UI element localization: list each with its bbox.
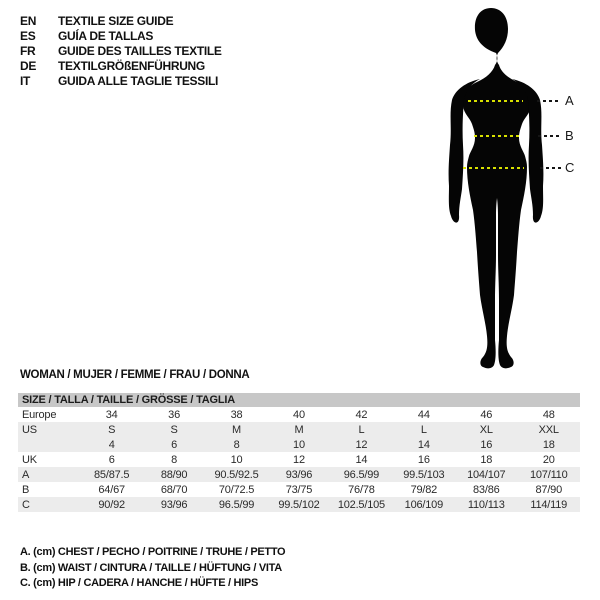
size-cell: 83/86 [473,483,500,496]
size-cell: 12 [330,437,392,452]
size-cell: 4 [80,437,142,452]
size-cell: 73/75 [285,483,313,496]
size-cell: S [143,422,205,437]
language-code: IT [20,74,31,88]
waist-leader-line [538,135,562,137]
size-cell: L [393,422,455,437]
size-cell: XXL [518,422,581,437]
row-label: B [22,483,30,496]
row-label: US [18,422,80,437]
guide-title: GUIDA ALLE TAGLIE TESSILI [58,74,219,88]
row-label: Europe [22,408,57,421]
size-cell: L [330,422,392,437]
marker-label-b: B [565,128,574,143]
size-cell: M [268,422,330,437]
size-cell: 96.5/99 [205,497,267,512]
size-cell: 34 [105,408,118,421]
size-cell: 106/109 [393,497,455,512]
size-cell: 18 [480,453,493,466]
table-row [18,497,580,512]
chest-leader-line [537,100,559,102]
size-cell: 36 [168,408,181,421]
size-cell: 8 [205,437,267,452]
legend-chest: A. (cm) CHEST / PECHO / POITRINE / TRUHE / PETTO [20,546,286,558]
table-header-row [18,393,580,407]
size-cell: 70/72.5 [218,483,255,496]
marker-label-c: C [565,160,575,175]
guide-title: GUIDE DES TAILLES TEXTILE [58,44,222,58]
size-cell: 87/90 [535,483,563,496]
list-item [20,59,222,74]
row-label: C [18,497,80,512]
waist-measure-line [474,135,519,137]
size-cell: 48 [542,408,555,421]
body-silhouette [463,8,531,368]
guide-title: TEXTILGRÖßENFÜHRUNG [58,59,205,73]
table-row [18,482,580,497]
size-cell: 107/110 [518,467,581,482]
size-cell: 12 [293,453,305,466]
language-code: EN [20,14,37,28]
size-cell: 18 [518,437,581,452]
list-item [20,74,222,89]
size-cell: 10 [230,453,243,466]
size-cell: 40 [293,408,305,421]
list-item [20,44,222,59]
size-cell: 90/92 [80,497,142,512]
list-item [20,14,222,29]
size-cell: 96.5/99 [330,467,392,482]
size-cell: 42 [355,408,368,421]
size-cell: S [80,422,142,437]
size-cell: 8 [171,453,178,466]
size-cell: XL [455,422,517,437]
size-cell: 88/90 [143,467,205,482]
list-item [20,29,222,44]
language-code: ES [20,29,36,43]
hip-measure-line [463,167,524,169]
size-cell: 16 [455,437,517,452]
size-cell: 110/113 [455,497,517,512]
language-code: FR [20,44,36,58]
size-cell: 90.5/92.5 [205,467,267,482]
size-cell: 93/96 [268,467,330,482]
chest-measure-line [468,100,523,102]
size-cell: 10 [268,437,330,452]
size-cell: 99.5/103 [393,467,455,482]
measurement-legend [20,545,285,592]
size-cell: M [205,422,267,437]
row-label [18,437,80,452]
table-row [18,422,580,437]
size-cell: 104/107 [455,467,517,482]
table-row [18,452,580,467]
legend-hip: C. (cm) HIP / CADERA / HANCHE / HÜFTE / HIPS [20,577,258,589]
table-row [18,467,580,482]
size-cell: 20 [542,453,555,466]
legend-waist: B. (cm) WAIST / CINTURA / TAILLE / HÜFTUNG / VITA [20,561,282,574]
size-cell: 14 [355,453,368,466]
row-label: UK [22,453,37,466]
size-cell: 64/67 [98,483,125,496]
size-cell: 6 [143,437,205,452]
size-cell: 93/96 [143,497,205,512]
size-cell: 16 [417,453,430,466]
table-row [18,407,580,422]
row-label: A [18,467,80,482]
size-cell: 99.5/102 [268,497,330,512]
hip-leader-line [540,167,563,169]
size-cell: 76/78 [348,483,375,496]
table-row [18,437,580,452]
size-cell: 114/119 [518,497,581,512]
size-cell: 38 [230,408,243,421]
marker-label-a: A [565,93,574,108]
guide-title: GUÍA DE TALLAS [58,29,154,43]
size-cell: 14 [393,437,455,452]
size-table [18,393,580,512]
size-cell: 102.5/105 [330,497,392,512]
language-title-list [20,14,222,89]
size-cell: 79/82 [410,483,438,496]
size-cell: 85/87.5 [80,467,142,482]
woman-silhouette-figure [390,0,600,380]
size-cell: 68/70 [160,483,188,496]
size-cell: 46 [480,408,493,421]
size-cell: 44 [417,408,430,421]
section-heading: WOMAN / MUJER / FEMME / FRAU / DONNA [20,369,250,381]
language-code: DE [20,59,37,73]
table-header-cell: SIZE / TALLA / TAILLE / GRÖSSE / TAGLIA [18,393,580,407]
size-cell: 6 [108,453,115,466]
guide-title: TEXTILE SIZE GUIDE [58,14,174,28]
